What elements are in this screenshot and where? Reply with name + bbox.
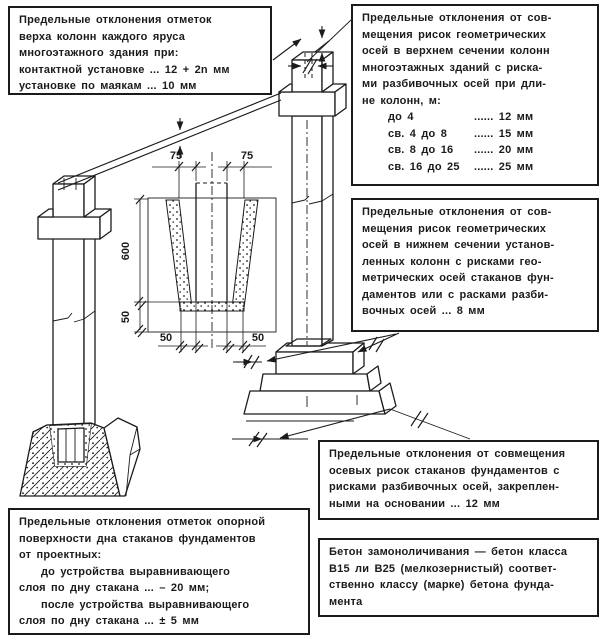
- text-line: Предельные отклонения от сов-: [362, 206, 552, 218]
- column-length-range: св. 16 до 25: [388, 160, 460, 173]
- tolerance-value: ...... 15 мм: [474, 127, 534, 140]
- text-line: многоэтажного здания при:: [19, 47, 179, 59]
- note-socket-axis-marks-tolerance: [318, 440, 599, 520]
- socket-wall-left: [166, 200, 192, 308]
- left-foundation-drawing: [20, 418, 140, 496]
- text-line: верха колонн каждого яруса: [19, 30, 186, 43]
- text-line: осевых рисок стаканов фундаментов с: [329, 464, 560, 477]
- tolerance-value: ...... 20 мм: [474, 144, 534, 156]
- text-line: поверхности дна стаканов фундаментов: [19, 532, 256, 545]
- text-line: ленных колонн с рисками гео-: [362, 255, 542, 268]
- dim-label-600: 600: [120, 241, 132, 261]
- text-line: после устройства выравнивающего: [41, 598, 250, 611]
- text-line: мента: [329, 595, 363, 608]
- tolerance-value: ...... 12 мм: [474, 111, 534, 123]
- tolerance-table-row: [362, 159, 591, 176]
- note-upper-section-axes-tolerance: [351, 4, 599, 186]
- text-line: многоэтажных зданий с риска-: [362, 61, 543, 74]
- text-line: слоя по дну стакана ... – 20 мм;: [19, 582, 210, 594]
- dim-label-50-vert: 50: [120, 310, 132, 324]
- column-length-range: до 4: [388, 111, 414, 123]
- text-line: контактной установке ... 12 + 2n мм: [19, 63, 230, 76]
- text-line: Предельные отклонения отметок опорной: [19, 516, 266, 528]
- column-length-range: св. 4 до 8: [388, 127, 448, 140]
- text-line: не колонн, м:: [362, 94, 441, 107]
- text-line: Бетон замоноличивания — бетон класса: [329, 546, 568, 558]
- note-grouting-concrete-class: [318, 538, 599, 617]
- column-in-socket: [196, 183, 227, 301]
- right-foundation-drawing: [244, 343, 396, 421]
- tolerance-value: ...... 25 мм: [474, 160, 534, 173]
- note-top-elevation-tolerance: [8, 6, 272, 95]
- right-column-drawing: [279, 52, 346, 346]
- note-lower-section-axes-tolerance: [351, 198, 599, 332]
- text-line: от проектных:: [19, 549, 102, 561]
- text-line: Предельные отклонения от сов-: [362, 12, 552, 24]
- text-line: метрических осей стаканов фун-: [362, 272, 554, 284]
- text-line: ми разбивочных осей при дли-: [362, 78, 547, 90]
- text-line: Предельные отклонения отметок: [19, 14, 212, 26]
- tolerance-table-row: [362, 109, 591, 126]
- dim-label-75-left: 75: [169, 150, 183, 162]
- socket-section-detail: [120, 150, 276, 353]
- text-line: В15 ли В25 (мелкозернистый) соответ-: [329, 562, 557, 575]
- text-line: слоя по дну стакана ... ± 5 мм: [19, 615, 200, 627]
- note-socket-bottom-elevation-tolerance: [8, 508, 310, 635]
- dim-label-50-bottom-left: 50: [159, 332, 173, 344]
- text-line: установке по маякам ... 10 мм: [19, 80, 197, 92]
- column-length-range: св. 8 до 16: [388, 144, 454, 156]
- socket-wall-right: [232, 200, 258, 308]
- text-line: ственно классу (марке) бетона фунда-: [329, 579, 555, 591]
- tolerance-table-row: [362, 126, 591, 143]
- text-line: мещения рисок геометрических: [362, 222, 547, 235]
- text-line: даментов или с расками разби-: [362, 288, 549, 301]
- text-line: осей в верхнем сечении колонн: [362, 45, 550, 57]
- text-line: рисками разбивочных осей, закреплен-: [329, 481, 560, 493]
- dim-label-50-bottom-right: 50: [251, 332, 265, 344]
- text-line: Предельные отклонения от совмещения: [329, 448, 566, 460]
- text-line: мещения рисок геометрических: [362, 28, 547, 41]
- text-line: ными на основании ... 12 мм: [329, 497, 501, 510]
- text-line: до устройства выравнивающего: [41, 565, 231, 578]
- dim-label-75-right: 75: [240, 150, 254, 162]
- left-column-drawing: [38, 176, 111, 466]
- text-line: вочных осей ... 8 мм: [362, 305, 485, 317]
- tolerance-table-row: [362, 142, 591, 159]
- text-line: осей в нижнем сечении установ-: [362, 239, 555, 251]
